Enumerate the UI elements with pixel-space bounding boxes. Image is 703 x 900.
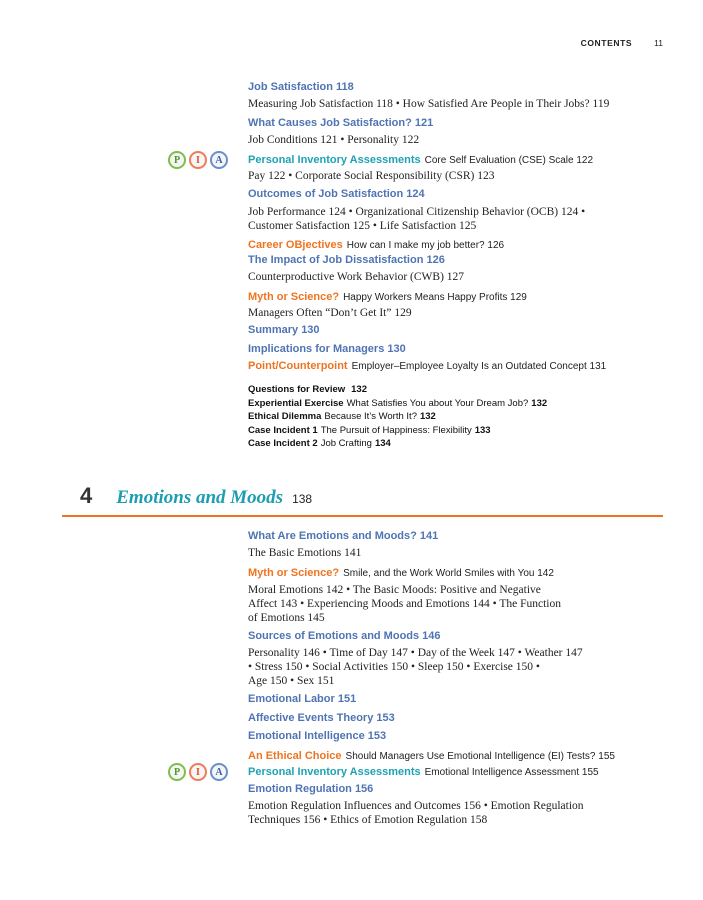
- moral-emotions-body: Moral Emotions 142 • The Basic Moods: Positive and Negative Affect 143 • Experiencing Moods and Emotions 144 • The Function of Emotions 145: [248, 584, 561, 624]
- pia2-a-icon: A: [210, 763, 228, 781]
- myth2-text: Smile, and the Work World Smiles with You 142: [343, 568, 554, 579]
- pia2-i-icon: I: [189, 763, 207, 781]
- header-page-number: 11: [654, 38, 663, 48]
- chapter-heading: [80, 483, 312, 509]
- ethical-choice-text: Should Managers Use Emotional Intelligence (EI) Tests? 155: [345, 751, 615, 762]
- point-label: Point/Counterpoint: [248, 360, 348, 372]
- sources-heading: Sources of Emotions and Moods 146: [248, 630, 441, 642]
- case-incident-2: Case Incident 2 Job Crafting 134: [248, 438, 391, 449]
- header-label: CONTENTS: [580, 38, 633, 48]
- basic-emotions-line: The Basic Emotions 141: [248, 547, 362, 559]
- impact-heading: The Impact of Job Dissatisfaction 126: [248, 254, 445, 266]
- myth-science-entry-2: [248, 566, 668, 581]
- sources-body: Personality 146 • Time of Day 147 • Day of the Week 147 • Weather 147 • Stress 150 • Social Activities 150 • Sleep 150 • Exercise 150 • Age 150 • Sex 151: [248, 647, 583, 687]
- what-emotions-heading: What Are Emotions and Moods? 141: [248, 530, 439, 542]
- myth-science-entry: [248, 290, 668, 305]
- pia-text: Core Self Evaluation (CSE) Scale 122: [424, 155, 594, 166]
- point-counterpoint-entry: [248, 359, 668, 374]
- chapter-number: 4: [80, 483, 93, 508]
- career-objectives-entry: [248, 238, 668, 253]
- pay-line: Pay 122 • Corporate Social Responsibility (CSR) 123: [248, 170, 495, 182]
- experiential-exercise: Experiential Exercise What Satisfies You about Your Dream Job? 132: [248, 397, 548, 409]
- causes-body: Job Conditions 121 • Personality 122: [248, 134, 420, 146]
- myth-label: Myth or Science?: [248, 291, 340, 303]
- regulation-heading: Emotion Regulation 156: [248, 783, 374, 795]
- pia-badge-2: [168, 763, 231, 781]
- review-block: [248, 383, 668, 451]
- pia-i-icon: I: [189, 151, 207, 169]
- career-text: How can I make my job better? 126: [346, 240, 505, 251]
- ethical-choice-entry: [248, 749, 668, 764]
- pia-badge: [168, 151, 231, 169]
- ethical-dilemma: Ethical Dilemma Because It’s Worth It? 132: [248, 411, 436, 422]
- pia2-text: Emotional Intelligence Assessment 155: [424, 767, 599, 778]
- outcomes-heading: Outcomes of Job Satisfaction 124: [248, 188, 425, 200]
- running-header: [581, 38, 663, 48]
- ei-heading: Emotional Intelligence 153: [248, 730, 387, 742]
- case-incident-1: Case Incident 1 The Pursuit of Happiness: Flexibility 133: [248, 424, 491, 436]
- outcomes-body: Job Performance 124 • Organizational Citizenship Behavior (OCB) 124 • Customer Satisfaction 125 • Life Satisfaction 125: [248, 206, 586, 232]
- pia-label: Personal Inventory Assessments: [248, 154, 421, 166]
- managers-line: Managers Often “Don’t Get It” 129: [248, 307, 412, 319]
- career-label: Career OBjectives: [248, 239, 343, 251]
- point-text: Employer–Employee Loyalty Is an Outdated Concept 131: [351, 361, 607, 372]
- myth2-label: Myth or Science?: [248, 567, 340, 579]
- regulation-body: Emotion Regulation Influences and Outcomes 156 • Emotion Regulation Techniques 156 • Ethics of Emotion Regulation 158: [248, 800, 584, 826]
- pia2-p-icon: P: [168, 763, 186, 781]
- aet-heading: Affective Events Theory 153: [248, 712, 395, 724]
- causes-heading: What Causes Job Satisfaction? 121: [248, 117, 434, 129]
- chapter-page: 138: [292, 492, 313, 506]
- job-satisfaction-heading: Job Satisfaction 118: [248, 81, 354, 93]
- pia-p-icon: P: [168, 151, 186, 169]
- job-satisfaction-body: Measuring Job Satisfaction 118 • How Satisfied Are People in Their Jobs? 119: [248, 98, 610, 110]
- emotional-labor-heading: Emotional Labor 151: [248, 693, 357, 705]
- summary-heading: Summary 130: [248, 324, 320, 336]
- chapter-rule: [62, 515, 663, 517]
- pia2-label: Personal Inventory Assessments: [248, 766, 421, 778]
- pia-entry-2: [248, 765, 668, 780]
- chapter-title: Emotions and Moods: [116, 487, 284, 508]
- pia-entry: [248, 153, 668, 168]
- questions-review: Questions for Review 132: [248, 384, 367, 395]
- ethical-choice-label: An Ethical Choice: [248, 750, 342, 762]
- impact-body: Counterproductive Work Behavior (CWB) 127: [248, 271, 465, 283]
- myth-text: Happy Workers Means Happy Profits 129: [343, 292, 527, 303]
- implications-heading: Implications for Managers 130: [248, 343, 406, 355]
- pia-a-icon: A: [210, 151, 228, 169]
